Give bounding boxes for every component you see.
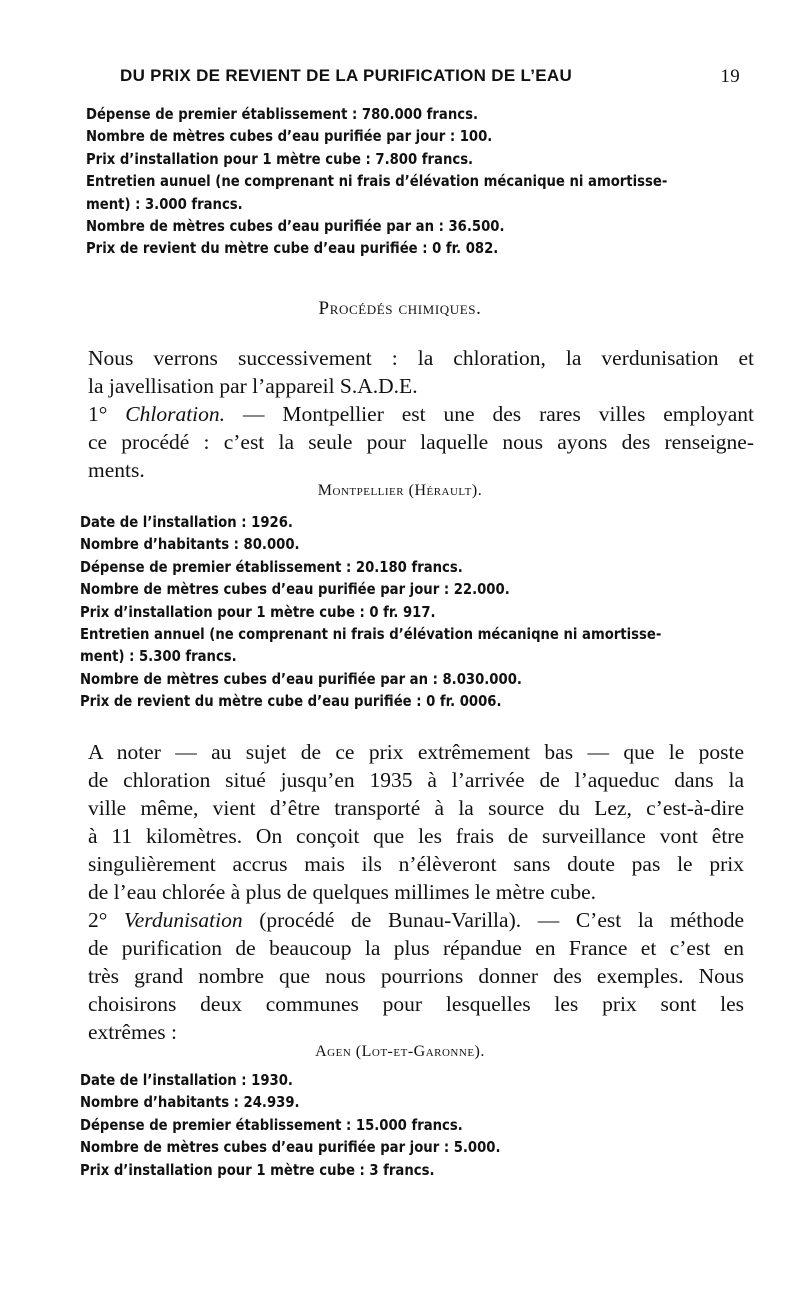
data-line: ment) : 5.300 francs. xyxy=(80,648,237,666)
paragraph-line: A noter — au sujet de ce prix extrêmement bas — que le poste xyxy=(88,740,744,764)
data-line: Dépense de premier établissement : 780.000 francs. xyxy=(86,106,478,123)
data-line: Dépense de premier établissement : 20.180 francs. xyxy=(80,558,463,576)
cost-data-block-agen xyxy=(80,1070,760,1182)
paragraph-line: ments. xyxy=(88,458,145,482)
running-title: DU PRIX DE REVIENT DE LA PURIFICATION DE L’EAU xyxy=(120,66,573,85)
paragraph-line: de chloration situé jusqu’en 1935 à l’arrivée de l’aqueduc dans la xyxy=(88,768,744,792)
data-line: Nombre de mètres cubes d’eau purifiée par an : 8.030.000. xyxy=(80,670,522,688)
paragraph-line: ce procédé : c’est la seule pour laquelle nous ayons des renseigne- xyxy=(88,430,754,454)
paragraph-line: à 11 kilomètres. On conçoit que les frais de surveillance vont être xyxy=(88,824,744,848)
location-heading-agen: Agen (Lot-et-Garonne). xyxy=(315,1043,485,1060)
data-line: Entretien annuel (ne comprenant ni frais d’élévation mécaniqne ni amortisse- xyxy=(80,626,662,644)
data-line: Nombre de mètres cubes d’eau purifiée par jour : 22.000. xyxy=(80,581,510,599)
subsection-title: Chloration. xyxy=(125,402,226,426)
paragraph-line: de l’eau chlorée à plus de quelques millimes le mètre cube. xyxy=(88,880,597,904)
data-line: Dépense de premier établissement : 15.000 francs. xyxy=(80,1116,463,1134)
paragraph-line: la javellisation par l’appareil S.A.D.E. xyxy=(88,374,418,398)
data-line: Nombre d’habitants : 24.939. xyxy=(80,1094,300,1112)
data-line: Nombre de mètres cubes d’eau purifiée par jour : 5.000. xyxy=(80,1139,501,1157)
page-number: 19 xyxy=(720,66,740,87)
data-line: Prix de revient du mètre cube d’eau purifiée : 0 fr. 0006. xyxy=(80,693,502,711)
data-line: Nombre de mètres cubes d’eau purifiée par an : 36.500. xyxy=(86,218,505,236)
paragraph-line: de purification de beaucoup la plus répandue en France et c’est en xyxy=(88,936,744,960)
subsection-title: Verdunisation xyxy=(123,908,243,932)
paragraph-line xyxy=(88,400,754,428)
list-number: 1° xyxy=(88,402,126,426)
paragraph-chloration-note xyxy=(88,738,744,1046)
section-heading-text: Procédés chimiques. xyxy=(318,298,482,319)
data-line: Nombre de mètres cubes d’eau purifiée par jour : 100. xyxy=(86,128,493,146)
paragraph-line: ville même, vient d’être transporté à la source du Lez, c’est-à-dire xyxy=(88,796,744,820)
paragraph-line: Nous verrons successivement : la chloration, la verdunisation et xyxy=(88,346,754,370)
data-line: Entretien aunuel (ne comprenant ni frais d’élévation mécanique ni amortisse- xyxy=(86,173,668,191)
data-line: Date de l’installation : 1930. xyxy=(80,1072,293,1089)
paragraph-chemical-intro xyxy=(88,344,754,484)
paragraph-line: extrêmes : xyxy=(88,1020,177,1044)
cost-data-block-montpellier xyxy=(80,512,760,714)
cost-data-block-previous xyxy=(86,104,756,261)
paragraph-line: choisirons deux communes pour lesquelles les prix sont les xyxy=(88,992,744,1016)
data-line: Prix d’installation pour 1 mètre cube : 3 francs. xyxy=(80,1161,435,1179)
data-line: Prix de revient du mètre cube d’eau purifiée : 0 fr. 082. xyxy=(86,240,499,258)
location-heading-montpellier: Montpellier (Hérault). xyxy=(317,482,483,499)
data-line: Prix d’installation pour 1 mètre cube : 0 fr. 917. xyxy=(80,603,436,621)
paragraph-text: (procédé de Bunau-Varilla). — C’est la méthode xyxy=(242,908,744,932)
paragraph-line: très grand nombre que nous pourrions donner des exemples. Nous xyxy=(88,964,744,988)
paragraph-line xyxy=(88,906,744,934)
data-line: Date de l’installation : 1926. xyxy=(80,514,293,531)
data-line: Nombre d’habitants : 80.000. xyxy=(80,536,300,554)
section-heading xyxy=(0,298,800,320)
paragraph-text: — Montpellier est une des rares villes employant xyxy=(225,402,754,426)
paragraph-line: singulièrement accrus mais ils n’élèveront sans doute pas le prix xyxy=(88,852,744,876)
data-line: ment) : 3.000 francs. xyxy=(86,195,243,213)
list-number: 2° xyxy=(88,908,124,932)
data-line: Prix d’installation pour 1 mètre cube : 7.800 francs. xyxy=(86,150,474,168)
running-header xyxy=(80,66,740,96)
